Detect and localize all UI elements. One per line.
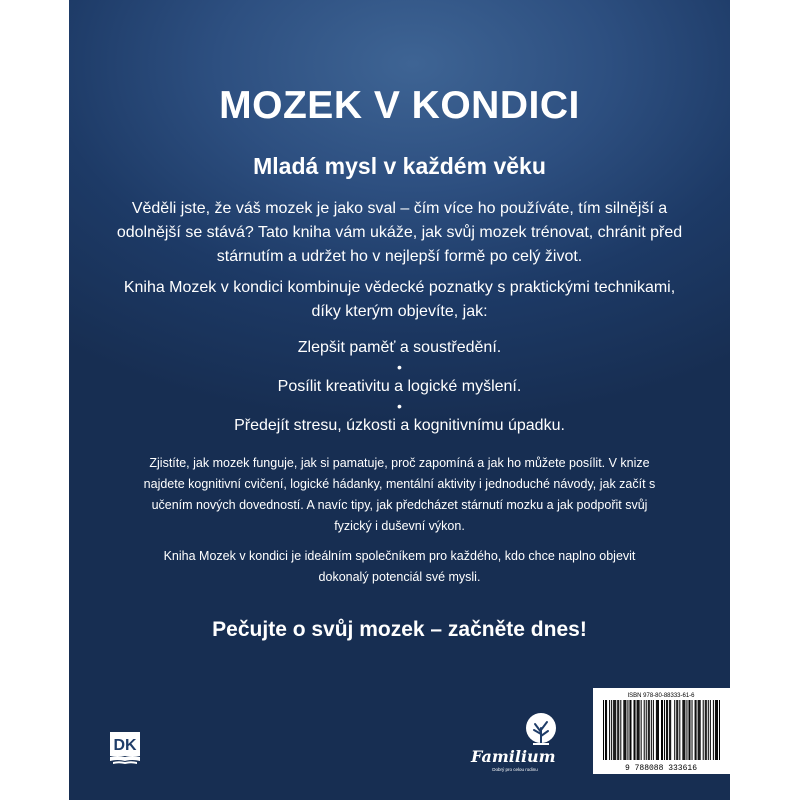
barcode-bar (719, 700, 720, 760)
barcode-bar (666, 700, 667, 760)
isbn-barcode-box (593, 688, 730, 774)
book-back-cover (69, 0, 730, 800)
barcode-bar (613, 700, 614, 760)
barcode-bar (603, 700, 604, 760)
barcode-bar (713, 700, 714, 760)
barcode-bar (674, 700, 675, 760)
barcode-bar (664, 700, 665, 760)
benefit-item: Posílit kreativitu a logické myšlení. (277, 378, 522, 395)
familium-logo (469, 712, 569, 776)
barcode-bar (620, 700, 621, 760)
barcode-bar (683, 700, 684, 760)
barcode-bar (686, 700, 687, 760)
barcode-bar (618, 700, 619, 760)
barcode-bar (696, 700, 697, 760)
barcode-bar (684, 700, 685, 760)
barcode-bar (653, 700, 654, 760)
barcode-bar (658, 700, 659, 760)
barcode-bar (682, 700, 683, 760)
barcode-bar (657, 700, 658, 760)
barcode-bar (624, 700, 625, 760)
barcode-bar (635, 700, 636, 760)
isbn-barcode (593, 688, 730, 774)
barcode-bar (623, 700, 624, 760)
barcode-bar (606, 700, 607, 760)
barcode-bar (703, 700, 704, 760)
barcode-bar (688, 700, 689, 760)
barcode-bar (670, 700, 671, 760)
barcode-bar (715, 700, 716, 760)
barcode-bar (609, 700, 610, 760)
barcode-bar (625, 700, 626, 760)
barcode-bar (698, 700, 699, 760)
barcode-bar (700, 700, 701, 760)
barcode-bar (679, 700, 680, 760)
barcode-bar (692, 700, 693, 760)
barcode-bar (649, 700, 650, 760)
barcode-bar (634, 700, 635, 760)
book-title: MOZEK V KONDICI (219, 84, 580, 127)
barcode-bar (638, 700, 639, 760)
body-paragraph: Zjistíte, jak mozek funguje, jak si pamatuje, proč zapomíná a jak ho můžete posílit. V knize najdete kognitivní cvičení, logické hádanky, mentální aktivity i jednoduché návody, jak začít s učením nových dovedností. A navíc tipy, jak předcházet stárnutí mozku a jak podpořit svůj fyzický i duševní výkon. (143, 456, 656, 533)
barcode-bar (656, 700, 657, 760)
barcode-bar (699, 700, 700, 760)
barcode-bar (630, 700, 631, 760)
barcode-bar (662, 700, 663, 760)
familium-tagline: Dobrý pro celou rodinu (492, 767, 538, 772)
benefit-item: Zlepšit paměť a soustředění. (297, 339, 502, 356)
book-subtitle: Mladá mysl v každém věku (253, 153, 546, 179)
barcode-bars (603, 700, 720, 760)
barcode-bar (708, 700, 709, 760)
barcode-bar (717, 700, 718, 760)
tree-icon (526, 713, 556, 744)
lead-paragraph: Kniha Mozek v kondici kombinuje vědecké poznatky s praktickými technikami, díky kterým objevíte, jak: (123, 279, 676, 320)
dk-logo-text: DK (113, 737, 137, 754)
barcode-bar (651, 700, 652, 760)
barcode-bar (629, 700, 630, 760)
barcode-bar (667, 700, 668, 760)
barcode-digits: 9 788088 333616 (624, 764, 698, 773)
barcode-bar (710, 700, 711, 760)
barcode-bar (615, 700, 616, 760)
barcode-bar (648, 700, 649, 760)
bullet-separator: • (397, 359, 402, 375)
barcode-bar (605, 700, 606, 760)
barcode-bar (705, 700, 706, 760)
barcode-bar (639, 700, 640, 760)
barcode-bar (689, 700, 690, 760)
barcode-bar (614, 700, 615, 760)
benefit-item: Předejít stresu, úzkosti a kognitivnímu úpadku. (234, 417, 565, 434)
barcode-bar (695, 700, 696, 760)
bullet-separator: • (397, 398, 402, 414)
benefit-list (69, 336, 730, 438)
intro-paragraph: Věděli jste, že váš mozek je jako sval – čím více ho používáte, tím silnější a odolnější se stává? Tato kniha vám ukáže, jak svůj mozek trénovat, chránit před stárnutím a udržet ho v nejlepší formě po celý život. (116, 200, 683, 265)
barcode-bar (706, 700, 707, 760)
barcode-bar (617, 700, 618, 760)
familium-wordmark: Familium (471, 747, 556, 766)
barcode-bar (611, 700, 612, 760)
isbn-text: ISBN 978-80-88333-61-6 (627, 693, 695, 699)
barcode-bar (676, 700, 677, 760)
barcode-bar (716, 700, 717, 760)
barcode-bar (641, 700, 642, 760)
barcode-bar (627, 700, 628, 760)
barcode-bar (669, 700, 670, 760)
barcode-bar (644, 700, 645, 760)
barcode-bar (637, 700, 638, 760)
closing-paragraph: Kniha Mozek v kondici je ideálním společníkem pro každého, kdo chce naplno objevit dokonalý potenciál své mysli. (163, 549, 636, 584)
barcode-bar (677, 700, 678, 760)
dk-logo (110, 732, 140, 766)
barcode-bar (661, 700, 662, 760)
barcode-bar (646, 700, 647, 760)
call-to-action: Pečujte o svůj mozek – začněte dnes! (212, 618, 587, 641)
